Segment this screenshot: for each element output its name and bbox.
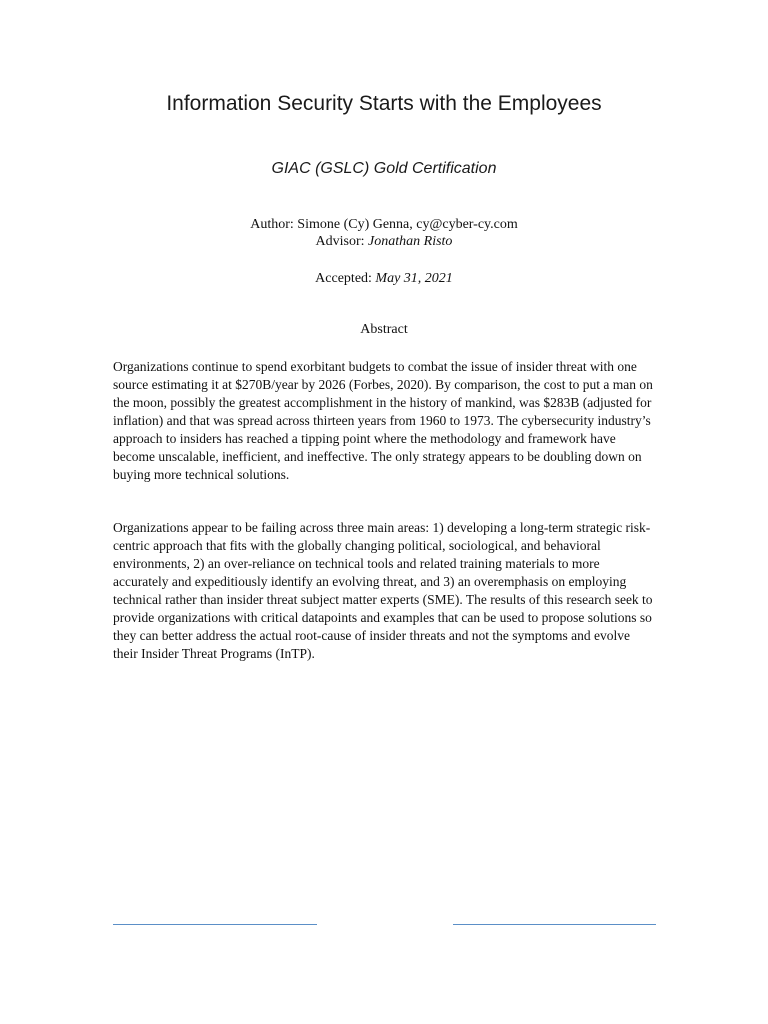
- signature-line-right: [453, 924, 656, 925]
- signature-line-left: [113, 924, 317, 925]
- accepted-date: May 31, 2021: [375, 271, 453, 286]
- advisor-label: Advisor:: [315, 234, 369, 249]
- accepted-line: [0, 270, 768, 287]
- abstract-paragraph-2: Organizations appear to be failing across three main areas: 1) developing a long-term strategic risk-centric approach that fits with the globally changing political, sociological, and behavioral environments, 2) an over-reliance on technical tools and related training materials to more accurately and expeditiously identify an evolving threat, and 3) an overemphasis on employing technical rather than insider threat subject matter experts (SME). The results of this research seek to provide organizations with critical datapoints and examples that can be used to propose solutions so they can better address the actual root-cause of insider threats and not the symptoms and evolve their Insider Threat Programs (InTP).: [113, 520, 653, 661]
- abstract-paragraph-1: Organizations continue to spend exorbitant budgets to combat the issue of insider threat with one source estimating it at $270B/year by 2026 (Forbes, 2020). By comparison, the cost to put a man on the moon, possibly the greatest accomplishment in the history of mankind, was $283B (adjusted for inflation) and that was spread across thirteen years from 1960 to 1973. The cybersecurity industry’s approach to insiders has reached a tipping point where the methodology and framework have become unscalable, inefficient, and ineffective. The only strategy appears to be doubling down on buying more technical solutions.: [113, 359, 653, 482]
- document-title: Information Security Starts with the Employees: [166, 92, 602, 115]
- advisor-line: [0, 233, 768, 250]
- advisor-name: Jonathan Risto: [368, 234, 453, 249]
- abstract-heading: Abstract: [360, 322, 408, 337]
- accepted-label: Accepted:: [315, 271, 376, 286]
- document-subtitle: GIAC (GSLC) Gold Certification: [271, 160, 497, 177]
- author-line: Author: Simone (Cy) Genna, cy@cyber-cy.com: [250, 217, 518, 232]
